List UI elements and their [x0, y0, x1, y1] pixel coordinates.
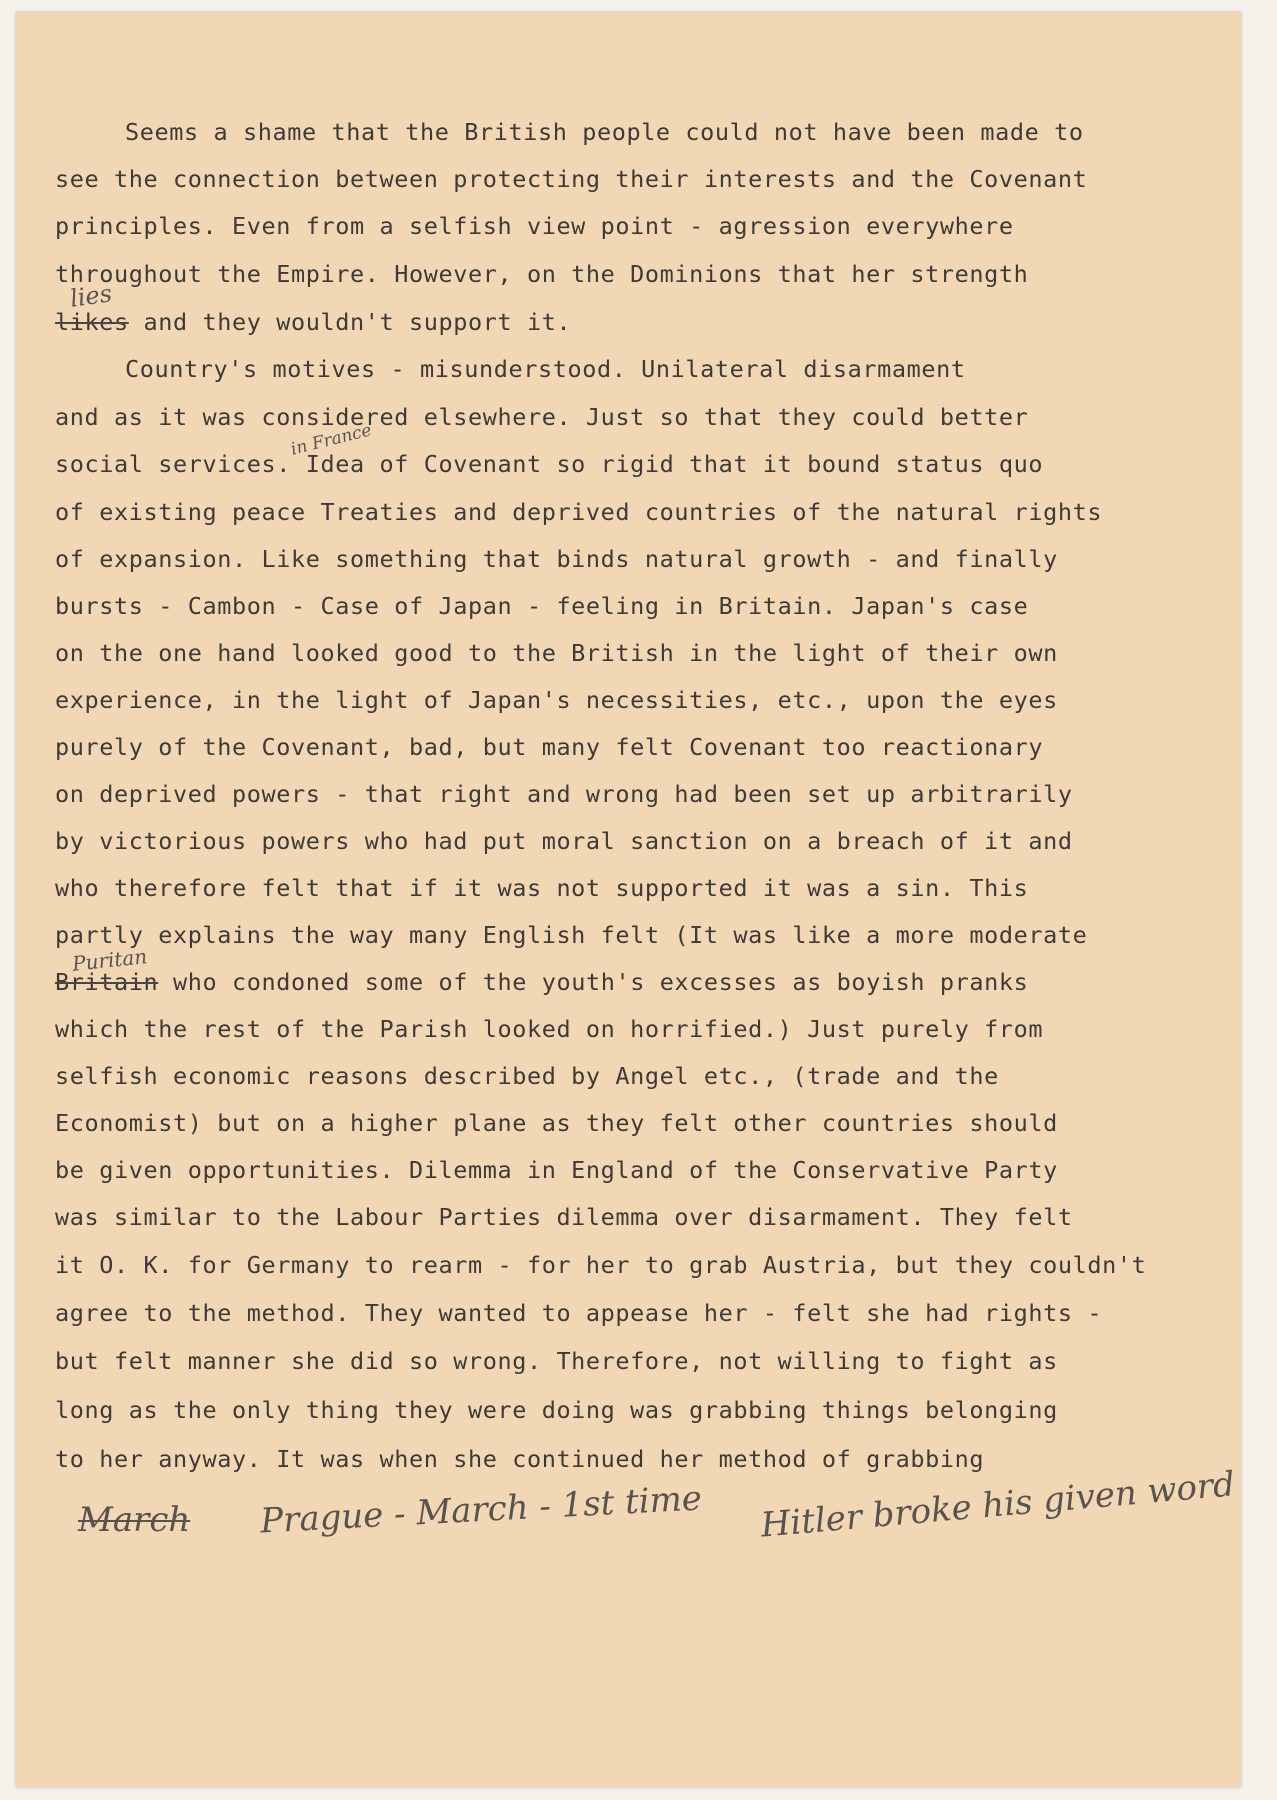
- line-11: bursts - Cambon - Case of Japan - feeling in Britain. Japan's case: [55, 592, 1029, 620]
- line-13: experience, in the light of Japan's necessities, etc., upon the eyes: [55, 686, 1058, 714]
- line-18: partly explains the way many English felt (It was like a more moderate: [55, 921, 1088, 949]
- handwritten-in-france: in France: [288, 420, 374, 460]
- line-24: was similar to the Labour Parties dilemma over disarmament. They felt: [55, 1203, 1073, 1231]
- handwritten-struck-march: March: [78, 1500, 191, 1540]
- struck-word-britain: Britain: [55, 968, 159, 996]
- line-19-text: who condoned some of the youth's excesses as boyish pranks: [158, 968, 1029, 996]
- line-22: Economist) but on a higher plane as they felt other countries should: [55, 1109, 1058, 1137]
- line-20: which the rest of the Parish looked on horrified.) Just purely from: [55, 1015, 1044, 1043]
- handwritten-prague-note: Prague - March - 1st time: [259, 1478, 703, 1542]
- line-1: Seems a shame that the British people could not have been made to: [125, 118, 1084, 146]
- line-10: of expansion. Like something that binds natural growth - and finally: [55, 545, 1058, 573]
- line-9: of existing peace Treaties and deprived countries of the natural rights: [55, 498, 1103, 526]
- line-17: who therefore felt that if it was not supported it was a sin. This: [55, 874, 1029, 902]
- line-23: be given opportunities. Dilemma in England of the Conservative Party: [55, 1156, 1058, 1184]
- line-26: agree to the method. They wanted to appease her - felt she had rights -: [55, 1299, 1103, 1327]
- line-3: principles. Even from a selfish view point - agression everywhere: [55, 212, 1014, 240]
- handwritten-puritan: Puritan: [70, 944, 149, 976]
- line-5-text: and they wouldn't support it.: [128, 308, 572, 336]
- line-7: and as it was considered elsewhere. Just so that they could better: [55, 403, 1029, 431]
- line-2: see the connection between protecting their interests and the Covenant: [55, 165, 1088, 193]
- line-5: [55, 308, 571, 336]
- line-15: on deprived powers - that right and wrong had been set up arbitrarily: [55, 780, 1073, 808]
- line-27: but felt manner she did so wrong. Therefore, not willing to fight as: [55, 1347, 1058, 1375]
- line-6: Country's motives - misunderstood. Unilateral disarmament: [125, 355, 966, 383]
- line-14: purely of the Covenant, bad, but many felt Covenant too reactionary: [55, 733, 1044, 761]
- struck-word-likes: likes: [55, 308, 129, 336]
- line-4: throughout the Empire. However, on the Dominions that her strength: [55, 260, 1029, 288]
- line-12: on the one hand looked good to the British in the light of their own: [55, 639, 1058, 667]
- handwritten-lies: lies: [68, 279, 114, 313]
- line-8: social services. Idea of Covenant so rigid that it bound status quo: [55, 450, 1044, 478]
- line-16: by victorious powers who had put moral sanction on a breach of it and: [55, 827, 1073, 855]
- line-29: to her anyway. It was when she continued her method of grabbing: [55, 1445, 985, 1473]
- line-19: [55, 968, 1028, 996]
- line-21: selfish economic reasons described by Angel etc., (trade and the: [55, 1062, 999, 1090]
- line-25: it O. K. for Germany to rearm - for her to grab Austria, but they couldn't: [55, 1251, 1147, 1279]
- handwritten-hitler-note: Hitler broke his given word: [759, 1464, 1237, 1546]
- line-28: long as the only thing they were doing was grabbing things belonging: [55, 1396, 1058, 1424]
